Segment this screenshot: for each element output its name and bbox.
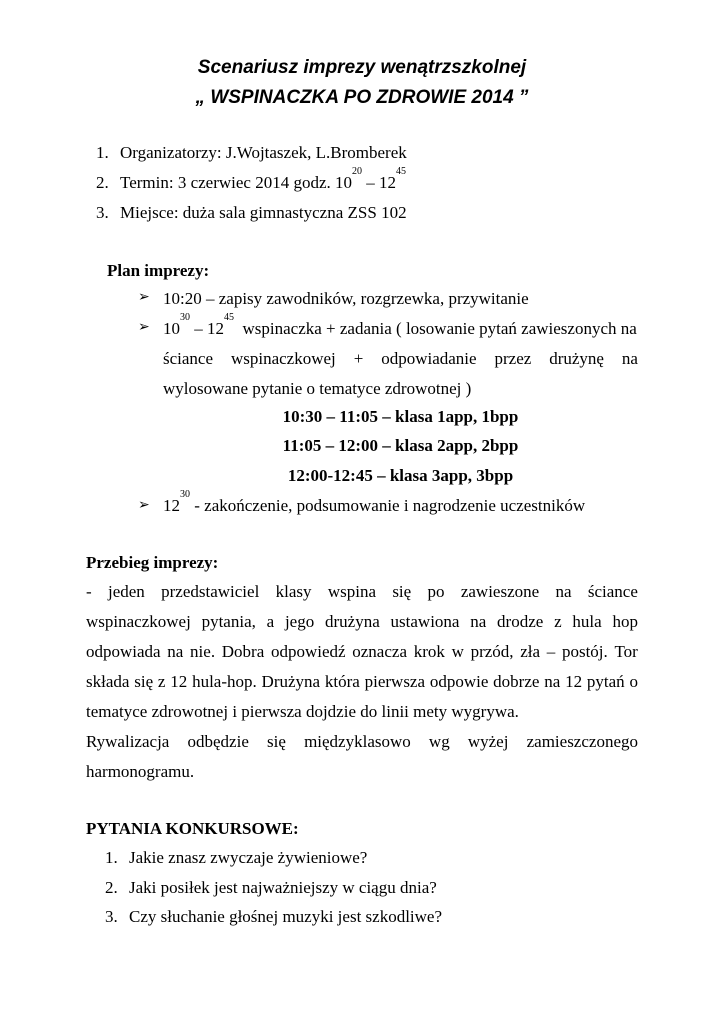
przebieg-line: wspinaczkowej pytania, a jego drużyna ustawiona na drodze z hula hop	[86, 612, 638, 631]
info-item-place: 3. Miejsce: duża sala gimnastyczna ZSS 102	[96, 203, 407, 222]
schedule-line: 10:30 – 11:05 – klasa 1app, 1bpp	[282, 407, 519, 426]
plan-item-climbing-line2: ściance wspinaczkowej + odpowiadanie przez drużynę na	[163, 349, 638, 368]
plan-item-registration: 10:20 – zapisy zawodników, rozgrzewka, przywitanie	[163, 289, 529, 308]
info-item-date: 2. Termin: 3 czerwiec 2014 godz. $10^{20} - 12^{45}$	[96, 166, 407, 192]
info-item-organizers: 1. Organizatorzy: J.Wojtaszek, L.Bromberek	[96, 143, 407, 162]
bullet-arrow-icon: ➢	[138, 289, 150, 305]
przebieg-line: tematyce zdrowotnej i pierwsza dojdzie do linii mety wygrywa.	[86, 702, 519, 721]
question-item: 2. Jaki posiłek jest najważniejszy w ciągu dnia?	[105, 878, 437, 897]
plan-heading: Plan imprezy:	[107, 261, 210, 280]
przebieg-line: harmonogramu.	[86, 762, 195, 781]
pytania-heading: PYTANIA KONKURSOWE:	[86, 819, 299, 838]
plan-item-climbing-line3: wylosowane pytanie o tematyce zdrowotnej )	[163, 379, 472, 398]
schedule-line: 11:05 – 12:00 – klasa 2app, 2bpp	[282, 436, 519, 455]
question-item: 3. Czy słuchanie głośnej muzyki jest szkodliwe?	[105, 907, 443, 926]
bullet-arrow-icon: ➢	[138, 497, 150, 513]
plan-item-ending: $12^{30}$ - zakończenie, podsumowanie i nagrodzenie uczestników	[163, 489, 586, 515]
document-title-line2: „ WSPINACZKA PO ZDROWIE 2014 ”	[195, 87, 529, 108]
bullet-arrow-icon: ➢	[138, 319, 150, 335]
przebieg-line: - jeden przedstawiciel klasy wspina się po zawieszone na ściance	[86, 582, 638, 601]
plan-item-climbing: $10^{30} - 12^{45}$ wspinaczka + zadania ( losowanie pytań zawieszonych na	[163, 312, 637, 338]
document-title-line1: Scenariusz imprezy wenątrzszkolnej	[197, 57, 527, 78]
przebieg-heading: Przebieg imprezy:	[86, 553, 219, 572]
przebieg-line: Rywalizacja odbędzie się międzyklasowo wg wyżej zamieszczonego	[86, 732, 638, 751]
przebieg-line: odpowiada na nie. Dobra odpowiedź oznacza krok w przód, zła – postój. Tor	[86, 642, 638, 661]
przebieg-line: składa się z 12 hula-hop. Drużyna która pierwsza odpowie dobrze na 12 pytań o	[86, 672, 638, 691]
question-item: 1. Jakie znasz zwyczaje żywieniowe?	[105, 848, 368, 867]
schedule-line: 12:00-12:45 – klasa 3app, 3bpp	[287, 466, 514, 485]
